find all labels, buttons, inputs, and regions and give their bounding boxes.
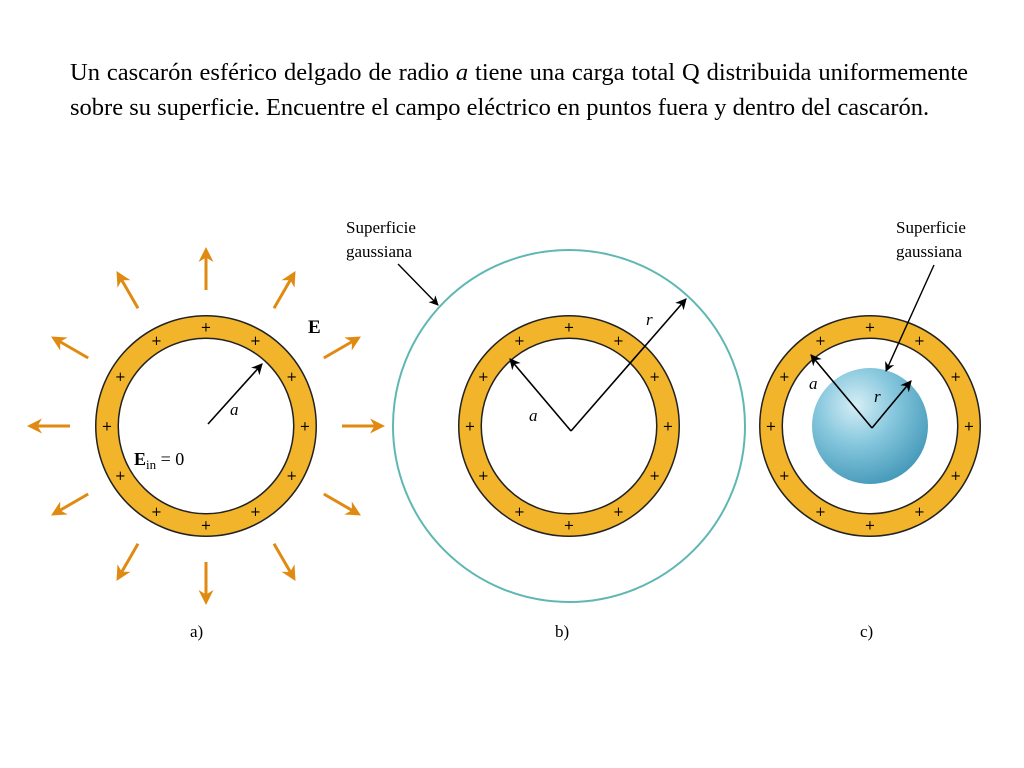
ein-main: E [134, 449, 147, 469]
r-label-c: r [874, 387, 881, 406]
charge-plus-sign: + [477, 469, 489, 484]
field-arrow [324, 338, 359, 358]
charge-plus-sign: + [514, 333, 525, 349]
charge-plus-sign: + [950, 370, 962, 385]
electric-field-arrows [30, 250, 382, 602]
charged-shell-b [470, 327, 668, 525]
caption-a: a) [190, 622, 204, 641]
charge-plus-sign: + [950, 469, 962, 484]
charge-plus-sign: + [765, 419, 777, 435]
gauss-label-c-line2: gaussiana [896, 242, 963, 261]
gauss-label-b-line1: Superficie [346, 218, 416, 237]
caption-c: c) [860, 622, 874, 641]
ein-sub: in [146, 457, 157, 472]
gauss-label-b-line2: gaussiana [346, 242, 413, 261]
field-inside-label [134, 449, 184, 472]
charge-plus-sign: + [662, 419, 674, 435]
field-label-e: E [308, 317, 321, 338]
radius-arrow-b-a [510, 359, 571, 431]
gaussian-surface-b [393, 250, 745, 602]
charge-plus-sign: + [101, 419, 113, 435]
a-label-b: a [529, 406, 538, 425]
charge-plus-sign: + [864, 518, 876, 534]
gauss-pointer-b [398, 264, 438, 305]
charge-plus-sign: + [114, 469, 126, 484]
charge-plus-sign: + [200, 518, 212, 534]
r-label-b: r [646, 310, 653, 329]
charge-plus-sign: + [200, 320, 212, 336]
charge-plus-sign: + [613, 505, 624, 521]
field-arrow [54, 338, 89, 358]
charge-plus-sign: + [649, 370, 661, 385]
charge-plus-sign: + [151, 333, 162, 349]
charge-plus-sign: + [815, 505, 826, 521]
ein-rest: = 0 [156, 449, 185, 469]
charge-plus-sign: + [914, 333, 925, 349]
radius-label-a: a [230, 400, 239, 419]
charge-plus-sign: + [914, 505, 925, 521]
charge-plus-sign: + [151, 505, 162, 521]
charge-plus-sign: + [563, 320, 575, 336]
panel-b [346, 218, 745, 641]
charge-plus-sign: + [250, 505, 261, 521]
radius-variable: a [455, 59, 469, 86]
charge-plus-sign: + [613, 333, 624, 349]
problem-text-2: tiene una carga total Q distribuida uniformemente sobre su superficie. Encuentre el campo eléctrico en puntos fuera y dentro del cascarón. [70, 59, 968, 121]
charge-plus-sign: + [778, 469, 790, 484]
charged-shell-a [107, 327, 305, 525]
problem-text-1: Un cascarón esférico delgado de radio [70, 59, 456, 86]
panel-a [30, 250, 382, 641]
field-arrow [54, 494, 89, 514]
field-arrow [118, 544, 138, 579]
charge-plus-sign: + [286, 469, 298, 484]
charge-plus-sign: + [963, 419, 975, 435]
field-arrow [274, 274, 294, 309]
charge-plus-sign: + [464, 419, 476, 435]
charge-plus-sign: + [514, 505, 525, 521]
a-label-c: a [809, 374, 818, 393]
gauss-label-c-line1: Superficie [896, 218, 966, 237]
field-arrow [274, 544, 294, 579]
charge-plus-sign: + [778, 370, 790, 385]
charge-plus-sign: + [864, 320, 876, 336]
charge-plus-sign: + [114, 370, 126, 385]
charge-plus-sign: + [477, 370, 489, 385]
field-arrow [118, 274, 138, 309]
charge-plus-sign: + [299, 419, 311, 435]
charge-plus-sign: + [563, 518, 575, 534]
caption-b: b) [555, 622, 570, 641]
charge-plus-sign: + [286, 370, 298, 385]
field-arrow [324, 494, 359, 514]
panel-c [766, 218, 975, 641]
charge-plus-sign: + [250, 333, 261, 349]
charge-plus-sign: + [649, 469, 661, 484]
charge-plus-sign: + [815, 333, 826, 349]
